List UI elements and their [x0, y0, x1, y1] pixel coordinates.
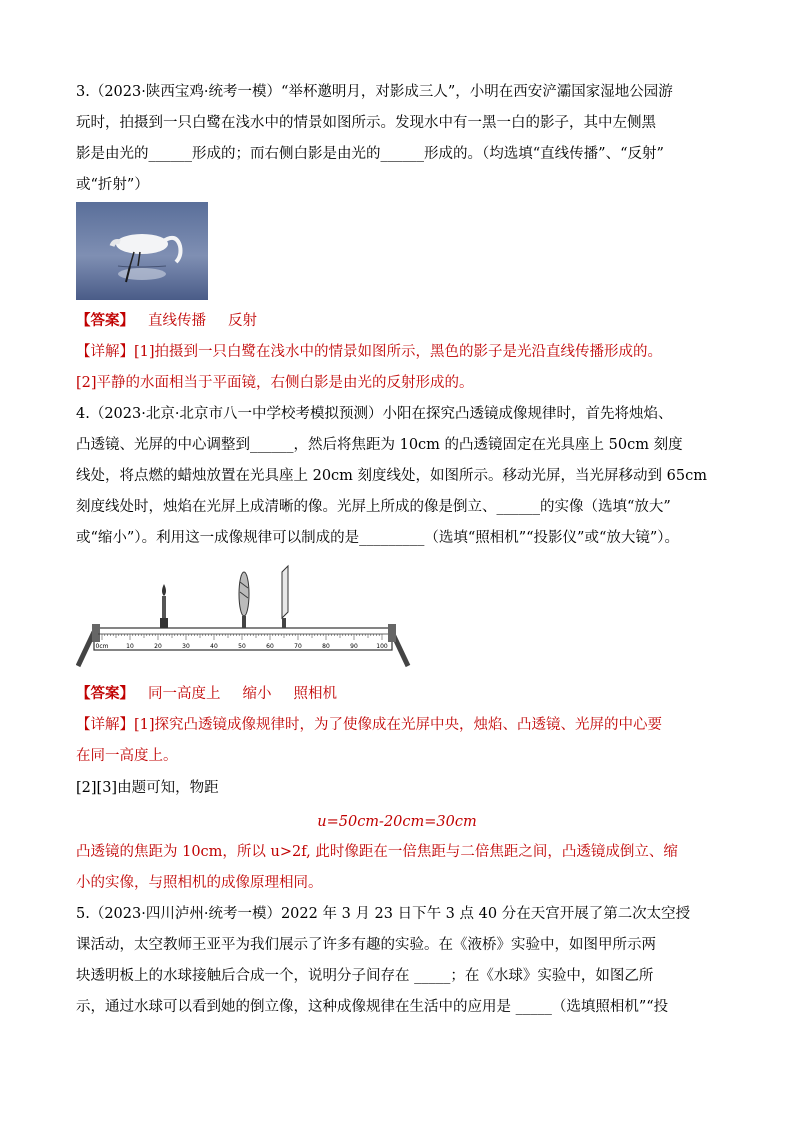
candle: [160, 584, 168, 628]
optical-bench-diagram: [76, 562, 412, 672]
q3-line-1: 3.（2023·陕西宝鸡·统考一模）“举杯邀明月，对影成三人”，小明在西安浐灞国家湿地公园游: [76, 84, 673, 100]
q3-answer-label: 【答案】: [76, 312, 134, 329]
q4-answer-label: 【答案】: [76, 685, 134, 702]
q4-line-1: 4.（2023·北京·北京市八一中学校考模拟预测）小阳在探究凸透镜成像规律时，首先将烛焰、: [76, 406, 673, 422]
q3-line-4: 或“折射”）: [76, 177, 149, 193]
q5-line-3: 块透明板上的水球接触后合成一个，说明分子间存在 _____；在《水球》实验中，如图乙所: [76, 968, 654, 984]
bench-tick-label: 0cm: [95, 643, 109, 650]
q3-detail-1: 【详解】[1]拍摄到一只白鹭在浅水中的情景如图所示，黑色的影子是光沿直线传播形成的。: [76, 344, 663, 360]
bench-tick-label: 60: [266, 643, 274, 650]
q3-line-2: 玩时，拍摄到一只白鹭在浅水中的情景如图所示。发现水中有一黑一白的影子，其中左侧黑: [76, 115, 656, 131]
q4-detail-1: 【详解】[1]探究凸透镜成像规律时，为了使像成在光屏中央，烛焰、凸透镜、光屏的中心要: [76, 717, 663, 733]
egret-photo: [76, 202, 208, 300]
q4-line-3: 线处，将点燃的蜡烛放置在光具座上 20cm 刻度线处，如图所示。移动光屏，当光屏移动到 65cm: [76, 468, 707, 484]
q5-line-4: 示，通过水球可以看到她的倒立像，这种成像规律在生活中的应用是 _____（选填照相机”“投: [76, 999, 669, 1015]
light-screen: [282, 566, 288, 628]
q3-answer-2: 反射: [228, 313, 257, 329]
bench-tick-label: 50: [238, 643, 246, 650]
q4-answer: [76, 684, 359, 704]
bench-tick-label: 10: [126, 643, 134, 650]
q3-line-3: 影是由光的______形成的；而右侧白影是由光的______形成的。（均选填“直线传播”、“反射”: [76, 146, 664, 162]
q4-line-2: 凸透镜、光屏的中心调整到______，然后将焦距为 10cm 的凸透镜固定在光具座上 50cm 刻度: [76, 437, 683, 453]
bench-tick-label: 20: [154, 643, 162, 650]
q3-answer-1: 直线传播: [148, 313, 206, 329]
q4-formula: u=50cm-20cm=30cm: [317, 814, 477, 830]
convex-lens: [239, 572, 249, 628]
bench-tick-label: 80: [322, 643, 330, 650]
q4-answer-3: 照相机: [293, 686, 337, 702]
bench-tick-label: 40: [210, 643, 218, 650]
q4-answer-1: 同一高度上: [148, 686, 221, 702]
q5-line-2: 课活动，太空教师王亚平为我们展示了许多有趣的实验。在《液桥》实验中，如图甲所示两: [76, 937, 656, 953]
q3-answer: [76, 311, 279, 331]
bench-tick-label: 30: [182, 643, 190, 650]
q4-detail2-1: 凸透镜的焦距为 10cm，所以 u>2f, 此时像距在一倍焦距与二倍焦距之间，凸透镜成倒立、缩: [76, 844, 678, 860]
q4-detail-3: [2][3]由题可知，物距: [76, 780, 219, 796]
bench-tick-label: 70: [294, 643, 302, 650]
q4-detail2-2: 小的实像，与照相机的成像原理相同。: [76, 875, 323, 891]
q4-line-5: 或“缩小”）。利用这一成像规律可以制成的是_________（选填“照相机”“投影仪”或“放大镜”）。: [76, 530, 680, 546]
q4-answer-2: 缩小: [242, 686, 272, 702]
bench-tick-label: 100: [376, 643, 388, 650]
q4-detail-2: 在同一高度上。: [76, 748, 178, 764]
bench-tick-label: 90: [350, 643, 358, 650]
q5-line-1: 5.（2023·四川泸州·统考一模）2022 年 3 月 23 日下午 3 点 40 分在天宫开展了第二次太空授: [76, 906, 691, 922]
q3-detail-2: [2]平静的水面相当于平面镜，右侧白影是由光的反射形成的。: [76, 375, 474, 391]
q4-line-4: 刻度线处时，烛焰在光屏上成清晰的像。光屏上所成的像是倒立、______的实像（选填“放大”: [76, 499, 671, 515]
